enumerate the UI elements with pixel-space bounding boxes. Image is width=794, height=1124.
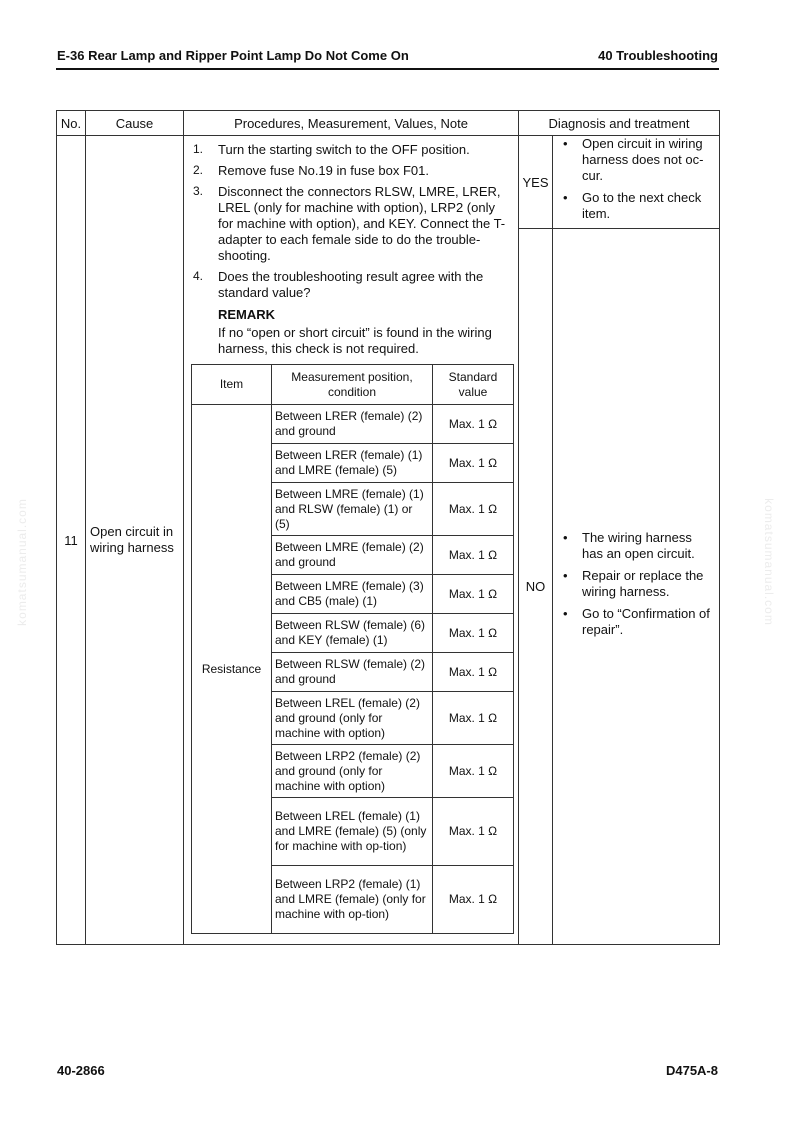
measurement-value: Max. 1 Ω xyxy=(433,745,514,798)
page-header-title: E-36 Rear Lamp and Ripper Point Lamp Do Not Come On xyxy=(57,48,409,63)
measurement-value: Max. 1 Ω xyxy=(433,405,514,444)
procedure-steps xyxy=(191,142,512,301)
measurement-header-position: Measurement position, condition xyxy=(272,365,433,405)
list-item: • Go to “Confirmation of repair”. xyxy=(563,605,710,637)
list-item: • Repair or replace the wiring harness. xyxy=(563,567,704,599)
measurement-value: Max. 1 Ω xyxy=(433,692,514,745)
measurement-row xyxy=(192,405,514,444)
measurement-value: Max. 1 Ω xyxy=(433,653,514,692)
measurement-position: Between RLSW (female) (6) and KEY (female) (1) xyxy=(272,614,433,653)
procedure-step: 4. Does the troubleshooting result agree with the standard value? xyxy=(193,269,484,300)
model-number: D475A-8 xyxy=(665,1063,718,1078)
measurement-value: Max. 1 Ω xyxy=(433,614,514,653)
procedure-step: 1. Turn the starting switch to the OFF position. xyxy=(193,142,470,157)
measurement-item: Resistance xyxy=(192,405,272,934)
header-cause: Cause xyxy=(86,111,184,136)
remark-text: If no “open or short circuit” is found in the wiring harness, this check is not required. xyxy=(218,325,492,356)
procedure-step: 3. Disconnect the connectors RLSW, LMRE, LRER, LREL (only for machine with option), LRP2 (only for machine with option), and KEY. Connect the T-adapter to each female side to do the trouble-shooting. xyxy=(193,184,506,263)
remark-title: REMARK xyxy=(218,307,276,322)
no-label: NO xyxy=(519,229,553,945)
measurement-header-standard: Standard value xyxy=(433,365,514,405)
header-rule xyxy=(56,68,719,70)
measurement-position: Between LMRE (female) (1) and RLSW (female) (1) or (5) xyxy=(272,483,433,536)
no-treatment-list xyxy=(553,530,719,638)
measurement-table xyxy=(191,364,514,934)
no-result xyxy=(553,229,720,945)
cause-number: 11 xyxy=(57,136,86,945)
measurement-position: Between LREL (female) (1) and LMRE (female) (5) (only for machine with op-tion) xyxy=(272,798,433,866)
measurement-position: Between LMRE (female) (2) and ground xyxy=(272,536,433,575)
list-item: • Go to the next check item. xyxy=(563,190,702,221)
header-procedures: Procedures, Measurement, Values, Note xyxy=(184,111,519,136)
measurement-position: Between LREL (female) (2) and ground (only for machine with option) xyxy=(272,692,433,745)
measurement-position: Between RLSW (female) (2) and ground xyxy=(272,653,433,692)
procedure-step: 2. Remove fuse No.19 in fuse box F01. xyxy=(193,163,430,178)
troubleshooting-table xyxy=(56,110,720,945)
measurement-value: Max. 1 Ω xyxy=(433,575,514,614)
table-header-row xyxy=(57,111,720,136)
header-no: No. xyxy=(57,111,86,136)
procedures-cell xyxy=(184,136,519,945)
measurement-position: Between LRER (female) (2) and ground xyxy=(272,405,433,444)
watermark-left: komatsumanual.com xyxy=(14,498,29,626)
yes-label: YES xyxy=(519,136,553,229)
measurement-position: Between LRP2 (female) (2) and ground (only for machine with option) xyxy=(272,745,433,798)
measurement-value: Max. 1 Ω xyxy=(433,444,514,483)
table-row xyxy=(57,136,720,229)
measurement-value: Max. 1 Ω xyxy=(433,798,514,866)
list-item: • Open circuit in wiring harness does not oc-cur. xyxy=(563,136,704,183)
measurement-value: Max. 1 Ω xyxy=(433,866,514,934)
measurement-value: Max. 1 Ω xyxy=(433,536,514,575)
measurement-value: Max. 1 Ω xyxy=(433,483,514,536)
yes-treatment-list xyxy=(553,136,719,222)
watermark-right: komatsumanual.com xyxy=(761,498,776,626)
cause-text: Open circuit in wiring harness xyxy=(86,136,184,945)
measurement-position: Between LMRE (female) (3) and CB5 (male) (1) xyxy=(272,575,433,614)
page-number: 40-2866 xyxy=(57,1063,105,1078)
measurement-header-item: Item xyxy=(192,365,272,405)
header-diagnosis: Diagnosis and treatment xyxy=(519,111,720,136)
yes-result xyxy=(553,136,720,229)
measurement-header-row xyxy=(192,365,514,405)
list-item: • The wiring harness has an open circuit. xyxy=(563,529,695,561)
page-header-section: 40 Troubleshooting xyxy=(598,48,718,63)
measurement-position: Between LRER (female) (1) and LMRE (female) (5) xyxy=(272,444,433,483)
measurement-position: Between LRP2 (female) (1) and LMRE (female) (only for machine with op-tion) xyxy=(272,866,433,934)
